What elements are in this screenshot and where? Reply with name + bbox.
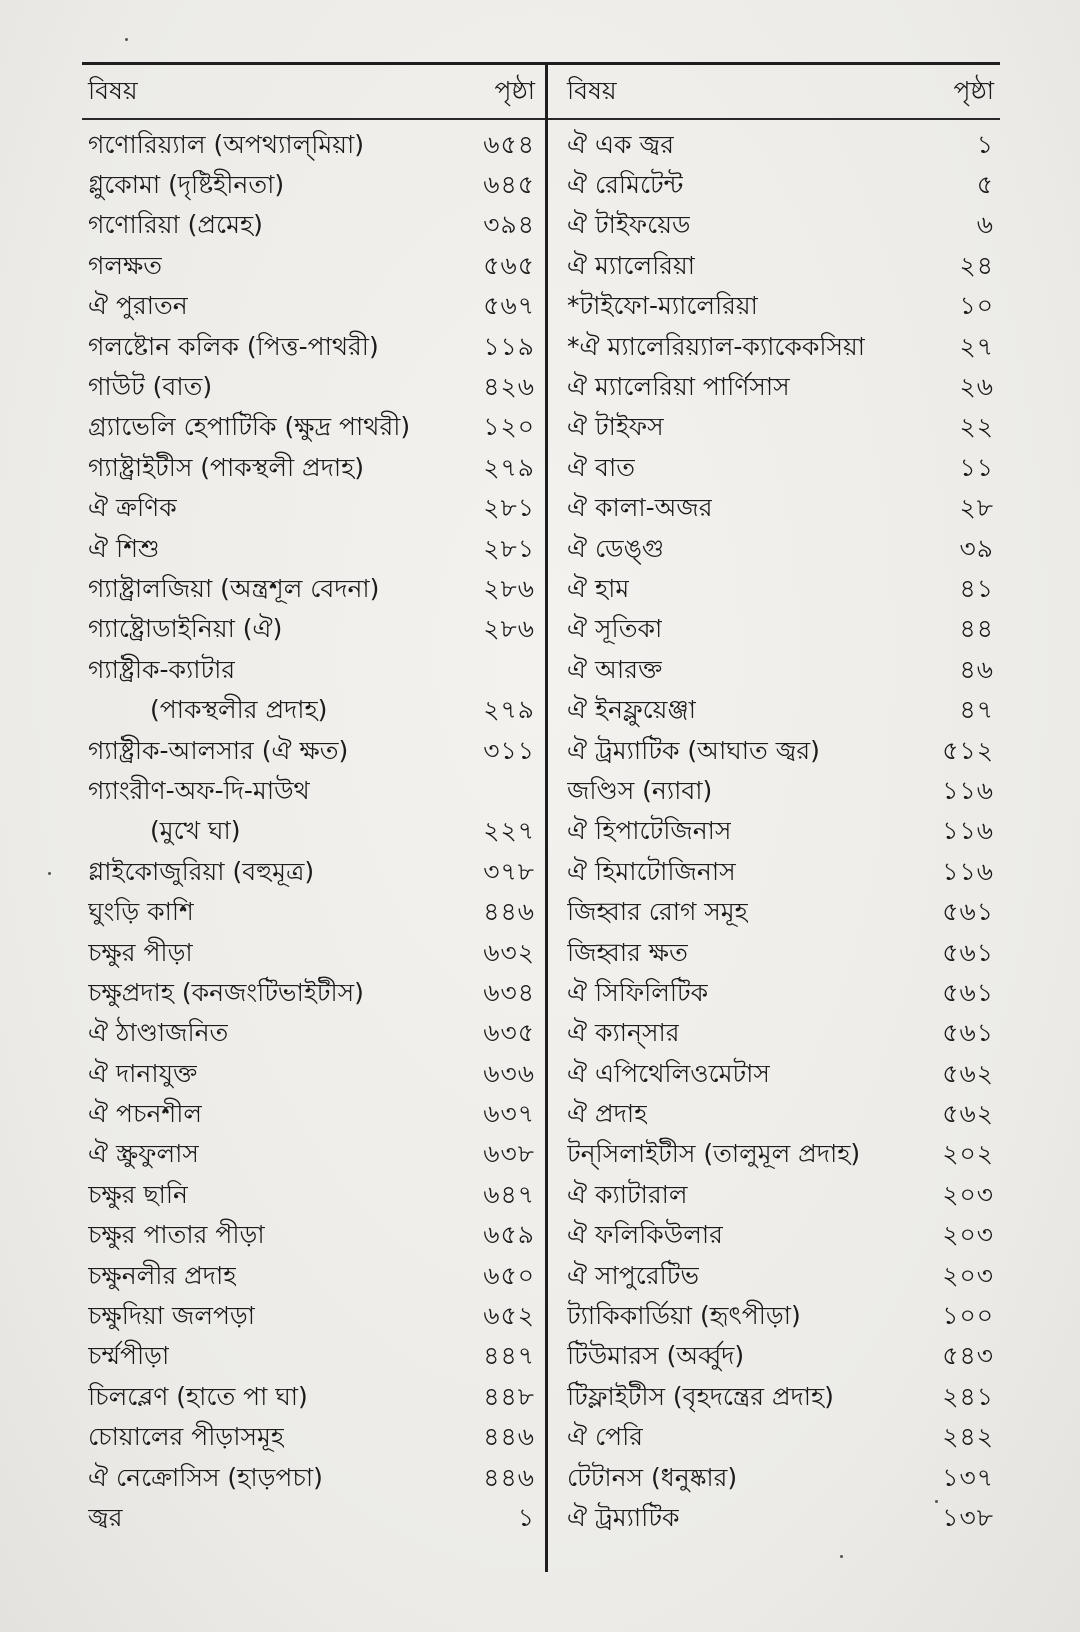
entry-page-number: ৬৩৮	[483, 1139, 535, 1169]
entry-subject: চক্ষুর পীড়া	[88, 937, 193, 967]
entry-page-number: ৬৩২	[483, 937, 535, 967]
entry-page-number: ৫৬৭	[483, 291, 535, 321]
entry-page-number: ১১৬	[942, 816, 994, 846]
entry-page-number: ২০৩	[942, 1220, 994, 1250]
entry-subject: ঘুংড়ি কাশি	[88, 897, 194, 927]
paper-speck	[48, 872, 51, 875]
index-entry	[567, 409, 994, 449]
entry-page-number: ২৭৯	[483, 695, 535, 725]
entry-page-number: ৬৩৫	[483, 1018, 535, 1048]
index-entry	[567, 1217, 994, 1257]
entry-subject: জিহ্বার রোগ সমূহ	[567, 897, 748, 927]
entry-page-number: ৪৪৬	[483, 1462, 535, 1492]
entry-page-number: ২৪২	[942, 1422, 994, 1452]
entry-page-number: ৪৪৬	[483, 897, 535, 927]
entry-page-number: ২৪	[959, 250, 994, 280]
entry-page-number: ৫৬২	[942, 1058, 994, 1088]
entry-subject: ঐ রেমিটেন্ট	[567, 170, 684, 200]
entry-subject: জ্বর	[88, 1502, 123, 1532]
index-entry	[88, 611, 535, 651]
index-entry	[88, 1095, 535, 1135]
entry-page-number: ৬৫৪	[483, 129, 535, 159]
entry-page-number: ২২৭	[483, 816, 535, 846]
index-entry	[567, 368, 994, 408]
entry-subject: (পাকস্থলীর প্রদাহ)	[150, 695, 328, 725]
entry-page-number: ৬৩৭	[483, 1099, 535, 1129]
index-entry	[88, 126, 535, 166]
entry-page-number: ১৩৭	[942, 1462, 994, 1492]
entry-subject: গ্যাষ্ট্রাইটীস (পাকস্থলী প্রদাহ)	[88, 452, 364, 482]
index-entry	[567, 934, 994, 974]
index-entry	[567, 974, 994, 1014]
entry-subject: ঐ কালা-অজর	[567, 493, 713, 523]
index-entry	[88, 651, 535, 691]
index-entry	[88, 813, 535, 853]
paper-speck	[935, 1500, 938, 1503]
entry-page-number: ৫৬১	[942, 897, 994, 927]
index-entry	[567, 1015, 994, 1055]
entry-subject: টেটানস (ধনুষ্কার)	[567, 1462, 738, 1492]
index-entry	[88, 1338, 535, 1378]
right-page-heading: পৃষ্ঠা	[953, 75, 994, 105]
index-entry	[88, 1297, 535, 1337]
entry-subject: ঐ স্ক্রুফুলাস	[88, 1139, 199, 1169]
index-entry	[567, 490, 994, 530]
entry-page-number: ৩১১	[483, 735, 535, 765]
entry-page-number: ৫৪৩	[942, 1341, 994, 1371]
index-entry	[88, 247, 535, 287]
index-entry	[88, 1015, 535, 1055]
index-entry	[567, 449, 994, 489]
index-entry	[567, 1419, 994, 1459]
index-entry	[88, 449, 535, 489]
index-entry	[567, 1378, 994, 1418]
index-entry	[88, 772, 535, 812]
index-entry	[88, 934, 535, 974]
entry-page-number: ২৮৬	[483, 574, 535, 603]
entry-page-number: ২২	[959, 412, 994, 442]
index-entry	[567, 651, 994, 691]
entry-page-number: ৬৩৪	[483, 977, 535, 1007]
entry-page-number: ৫৬১	[942, 1018, 994, 1048]
entry-subject: ঐ ক্যান্‌সার	[567, 1018, 680, 1048]
right-entries	[567, 126, 994, 1540]
index-entry	[567, 1257, 994, 1297]
entry-subject: ঐ হিপাটেজিনাস	[567, 816, 732, 846]
index-entry	[88, 1257, 535, 1297]
entry-subject: ঐ টাইফস	[567, 412, 664, 442]
entry-subject: ঐ বাত	[567, 452, 635, 482]
entry-subject: চর্ম্মপীড়া	[88, 1341, 170, 1371]
entry-page-number: ৪৭	[959, 695, 994, 725]
index-entry	[567, 853, 994, 893]
entry-subject: ঐ সাপুরেটিভ	[567, 1260, 699, 1290]
entry-page-number: ৫	[976, 170, 994, 200]
entry-page-number: ১১	[959, 452, 994, 482]
index-entry	[88, 1499, 535, 1539]
index-entry	[567, 813, 994, 853]
entry-subject: ঐ ট্রম্যাটিক	[567, 1502, 680, 1532]
entry-subject: চক্ষুর ছানি	[88, 1179, 188, 1209]
left-column	[88, 62, 535, 1540]
entry-subject: গণোরিয়্যাল (অপথ্যাল্‌মিয়া)	[88, 129, 364, 159]
entry-subject: ঐ হাম	[567, 574, 630, 603]
entry-subject: ঐ ঠাণ্ডাজনিত	[88, 1018, 229, 1048]
index-entry	[567, 1095, 994, 1135]
right-header	[567, 62, 994, 118]
index-entry	[567, 328, 994, 368]
left-header	[88, 62, 535, 118]
entry-page-number: ৬৩৬	[483, 1058, 535, 1088]
index-entry	[567, 570, 994, 610]
entry-page-number: ৬৫০	[483, 1260, 535, 1290]
entry-subject: চোয়ালের পীড়াসমূহ	[88, 1422, 284, 1452]
entry-page-number: ২৮৬	[483, 614, 535, 644]
entry-page-number: ৬৪৫	[483, 170, 535, 200]
entry-subject: চিলব্লেণ (হাতে পা ঘা)	[88, 1381, 308, 1411]
index-entry	[88, 893, 535, 933]
entry-page-number: ১১৬	[942, 856, 994, 886]
entry-page-number: ৫১২	[942, 735, 994, 765]
entry-subject: ঐ ম্যালেরিয়া পার্ণিসাস	[567, 372, 790, 402]
entry-page-number: ৬৪৭	[483, 1179, 535, 1209]
entry-page-number: ২০৩	[942, 1179, 994, 1209]
entry-subject: ঐ ক্রণিক	[88, 493, 177, 523]
entry-page-number: ৫৬২	[942, 1099, 994, 1129]
entry-page-number: ২৬	[959, 372, 994, 402]
index-entry	[567, 611, 994, 651]
entry-subject: ঐ হিমাটোজিনাস	[567, 856, 736, 886]
entry-subject: ঐ ডেঙ্গু	[567, 533, 665, 563]
entry-subject: ঐ এপিথেলিওমেটাস	[567, 1058, 770, 1088]
entry-page-number: ২০৩	[942, 1260, 994, 1290]
index-entry	[567, 772, 994, 812]
entry-subject: জণ্ডিস (ন্যাবা)	[567, 775, 713, 805]
index-entry	[88, 974, 535, 1014]
right-subject-heading: বিষয়	[567, 75, 617, 105]
entry-subject: গ্যাষ্ট্রীক-আলসার (ঐ ক্ষত)	[88, 735, 349, 765]
entry-page-number: ৪৪৬	[483, 1422, 535, 1452]
entry-subject: গ্র্যাভেলি হেপাটিকি (ক্ষুদ্র পাথরী)	[88, 412, 411, 442]
entry-page-number: ৫৬১	[942, 977, 994, 1007]
entry-page-number: ৬৫৯	[483, 1220, 535, 1250]
index-entry	[567, 1499, 994, 1539]
index-entry	[88, 490, 535, 530]
entry-page-number: ২৪১	[942, 1381, 994, 1411]
entry-page-number: ৩৭৮	[483, 856, 535, 886]
index-entry	[88, 1217, 535, 1257]
entry-subject: ঐ শিশু	[88, 533, 160, 563]
right-column	[567, 62, 994, 1540]
entry-subject: ঐ পেরি	[567, 1422, 644, 1452]
index-entry	[88, 166, 535, 206]
index-entry	[88, 1136, 535, 1176]
entry-page-number: ২৭৯	[483, 452, 535, 482]
entry-subject: গ্যাষ্ট্রীক-ক্যাটার	[88, 654, 236, 684]
entry-subject: গ্যাংরীণ-অফ-দি-মাউথ	[88, 775, 310, 805]
index-entry	[567, 1176, 994, 1216]
index-entry	[567, 288, 994, 328]
index-entry	[88, 288, 535, 328]
column-divider	[545, 62, 548, 1572]
index-entry	[88, 1459, 535, 1499]
entry-page-number: ১১৬	[942, 775, 994, 805]
entry-page-number: ১	[517, 1502, 535, 1532]
entry-page-number: ৩৯৪	[483, 210, 535, 240]
index-entry	[567, 1297, 994, 1337]
entry-subject: ঐ দানাযুক্ত	[88, 1058, 198, 1088]
index-entry	[567, 247, 994, 287]
index-entry	[567, 1055, 994, 1095]
entry-subject: চক্ষুনলীর প্রদাহ	[88, 1260, 237, 1290]
entry-subject: চক্ষুপ্রদাহ (কনজংটিভাইটীস)	[88, 977, 364, 1007]
paper-speck	[840, 1555, 843, 1558]
entry-page-number: ৩৯	[959, 533, 994, 563]
entry-subject: ট্যাকিকার্ডিয়া (হৃৎপীড়া)	[567, 1301, 801, 1331]
entry-subject: গলক্ষত	[88, 250, 163, 280]
index-entry	[567, 691, 994, 731]
index-entry	[88, 732, 535, 772]
entry-subject: ঐ প্রদাহ	[567, 1099, 648, 1129]
index-entry	[567, 1459, 994, 1499]
index-entry	[88, 691, 535, 731]
index-entry	[88, 570, 535, 610]
entry-subject: গলষ্টোন কলিক (পিত্ত-পাথরী)	[88, 331, 379, 361]
entry-subject: গ্যাষ্ট্রোডাইনিয়া (ঐ)	[88, 614, 283, 644]
entry-subject: গ্যাষ্ট্রালজিয়া (অন্ত্রশূল বেদনা)	[88, 574, 380, 603]
entry-page-number: ১৩৮	[942, 1502, 994, 1532]
entry-subject: চক্ষুর পাতার পীড়া	[88, 1220, 265, 1250]
index-entry	[567, 166, 994, 206]
entry-page-number: ৪৪৭	[483, 1341, 535, 1371]
entry-page-number: ৪৬	[959, 654, 994, 684]
entry-page-number: ৫৬৫	[483, 250, 535, 280]
entry-subject: ঐ ম্যালেরিয়া	[567, 250, 695, 280]
entry-page-number: ৬	[976, 210, 994, 240]
index-entry	[88, 1378, 535, 1418]
left-page-heading: পৃষ্ঠা	[494, 75, 535, 105]
entry-subject: ঐ পুরাতন	[88, 291, 188, 321]
entry-page-number: ২০২	[942, 1139, 994, 1169]
entry-page-number: ৪৪	[959, 614, 994, 644]
index-entry	[567, 126, 994, 166]
index-entry	[88, 368, 535, 408]
entry-page-number: ১০০	[942, 1301, 994, 1331]
entry-subject: ঐ সূতিকা	[567, 614, 663, 644]
entry-subject: ঐ ক্যাটারাল	[567, 1179, 688, 1209]
entry-subject: ঐ সিফিলিটিক	[567, 977, 709, 1007]
entry-subject: ঐ ইনফ্লুয়েঞ্জা	[567, 695, 697, 725]
entry-subject: টিউমারস (অর্ব্বুদ)	[567, 1341, 745, 1371]
entry-subject: গ্লুকোমা (দৃষ্টিহীনতা)	[88, 170, 285, 200]
entry-subject: ঐ ফলিকিউলার	[567, 1220, 723, 1250]
index-entry	[88, 1176, 535, 1216]
index-entry	[88, 409, 535, 449]
entry-subject: টন্‌সিলাইটীস (তালুমূল প্রদাহ)	[567, 1139, 861, 1169]
entry-subject: গাউট (বাত)	[88, 372, 213, 402]
entry-page-number: ২৮	[959, 493, 994, 523]
left-subject-heading: বিষয়	[88, 75, 138, 105]
index-entry	[88, 1055, 535, 1095]
index-entry	[567, 1338, 994, 1378]
index-entry	[567, 732, 994, 772]
index-entry	[88, 207, 535, 247]
entry-page-number: ৪২৬	[483, 372, 535, 402]
entry-page-number: ১১৯	[483, 331, 535, 361]
entry-page-number: ২৮১	[483, 493, 535, 523]
entry-page-number: ৪১	[959, 574, 994, 603]
entry-subject: টিফ্লাইটীস (বৃহদন্ত্রের প্রদাহ)	[567, 1381, 834, 1411]
index-entry	[88, 853, 535, 893]
paper-speck	[125, 38, 128, 41]
index-entry	[567, 1136, 994, 1176]
left-entries	[88, 126, 535, 1540]
entry-subject: ঐ টাইফয়েড	[567, 210, 691, 240]
entry-subject: *টাইফো-ম্যালেরিয়া	[567, 291, 758, 321]
index-entry	[88, 1419, 535, 1459]
index-entry	[567, 207, 994, 247]
entry-subject: *ঐ ম্যালেরিয়্যাল-ক্যাকেকসিয়া	[567, 331, 866, 361]
entry-subject: (মুখে ঘা)	[150, 816, 241, 846]
entry-subject: ঐ পচনশীল	[88, 1099, 202, 1129]
entry-page-number: ৫৬১	[942, 937, 994, 967]
entry-subject: ঐ আরক্ত	[567, 654, 663, 684]
entry-subject: ঐ ট্রম্যাটিক (আঘাত জ্বর)	[567, 735, 820, 765]
index-entry	[88, 530, 535, 570]
entry-subject: গ্লাইকোজুরিয়া (বহুমূত্র)	[88, 856, 315, 886]
entry-subject: গণোরিয়া (প্রমেহ)	[88, 210, 263, 240]
entry-page-number: ১২০	[483, 412, 535, 442]
entry-subject: ঐ এক জ্বর	[567, 129, 674, 159]
entry-page-number: ৬৫২	[483, 1301, 535, 1331]
entry-subject: চক্ষুদিয়া জলপড়া	[88, 1301, 256, 1331]
index-entry	[567, 530, 994, 570]
entry-page-number: ২৮১	[483, 533, 535, 563]
index-entry	[88, 328, 535, 368]
index-entry	[567, 893, 994, 933]
entry-subject: ঐ নেক্রোসিস (হাড়পচা)	[88, 1462, 323, 1492]
entry-page-number: ১	[976, 129, 994, 159]
entry-page-number: ১০	[959, 291, 994, 321]
entry-page-number: ৪৪৮	[483, 1381, 535, 1411]
entry-page-number: ২৭	[959, 331, 994, 361]
entry-subject: জিহ্বার ক্ষত	[567, 937, 688, 967]
